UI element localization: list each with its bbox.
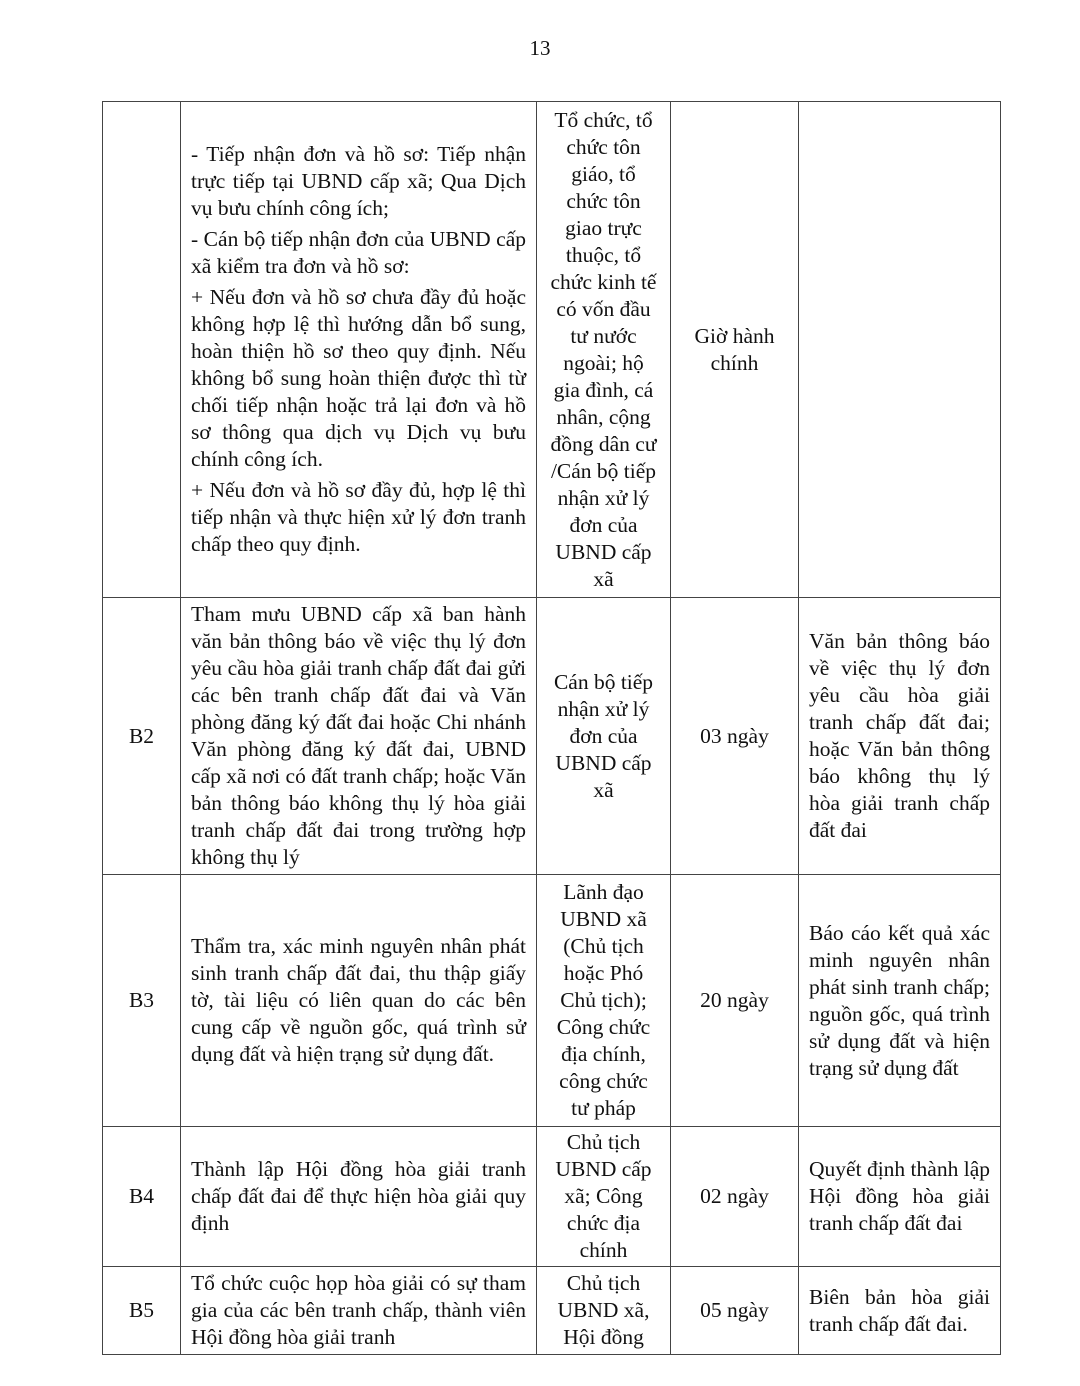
content-paragraph: + Nếu đơn và hồ sơ đầy đủ, hợp lệ thì tiếp nhận và thực hiện xử lý đơn tranh chấp theo quy định.	[191, 478, 526, 556]
result-cell	[799, 102, 1001, 598]
content-paragraph: Thẩm tra, xác minh nguyên nhân phát sinh tranh chấp đất đai, thu thập giấy tờ, tài liệu có liên quan do các bên cung cấp về nguồn gốc, quá trình sử dụng đất và hiện trạng sử dụng đất.	[191, 934, 526, 1066]
actor-cell: Lãnh đạo UBND xã (Chủ tịch hoặc Phó Chủ tịch); Công chức địa chính, công chức tư pháp	[537, 875, 671, 1127]
result-cell: Báo cáo kết quả xác minh nguyên nhân phát sinh tranh chấp; nguồn gốc, quá trình sử dụng đất và hiện trạng sử dụng đất	[799, 875, 1001, 1127]
table-row	[103, 598, 1001, 875]
page-number: 13	[529, 36, 551, 60]
step-cell: B5	[103, 1267, 181, 1355]
time-cell: 05 ngày	[671, 1267, 799, 1355]
content-paragraph: Tham mưu UBND cấp xã ban hành văn bản thông báo về việc thụ lý đơn yêu cầu hòa giải tranh chấp đất đai gửi các bên tranh chấp đất đai và Văn phòng đăng ký đất đai hoặc Chi nhánh Văn phòng đăng ký đất đai, UBND cấp xã nơi có đất tranh chấp; hoặc Văn bản thông báo không thụ lý hòa giải tranh chấp đất đai trong trường hợp không thụ lý	[191, 602, 526, 869]
content-cell	[181, 102, 537, 598]
content-paragraph: Thành lập Hội đồng hòa giải tranh chấp đất đai để thực hiện hòa giải quy định	[191, 1157, 526, 1235]
step-cell: B3	[103, 875, 181, 1127]
actor-cell: Tổ chức, tổ chức tôn giáo, tổ chức tôn giao trực thuộc, tổ chức kinh tế có vốn đầu tư nước ngoài; hộ gia đình, cá nhân, cộng đồng dân cư /Cán bộ tiếp nhận xử lý đơn của UBND cấp xã	[537, 102, 671, 598]
step-cell: B4	[103, 1127, 181, 1267]
content-cell	[181, 875, 537, 1127]
content-paragraph: Tổ chức cuộc họp hòa giải có sự tham gia của các bên tranh chấp, thành viên Hội đồng hòa giải tranh	[191, 1271, 526, 1349]
time-cell: 03 ngày	[671, 598, 799, 875]
result-cell: Văn bản thông báo về việc thụ lý đơn yêu cầu hòa giải tranh chấp đất đai; hoặc Văn bản thông báo không thụ lý hòa giải tranh chấp đất đai	[799, 598, 1001, 875]
actor-cell: Chủ tịch UBND xã, Hội đồng	[537, 1267, 671, 1355]
content-cell	[181, 1267, 537, 1355]
content-paragraph: + Nếu đơn và hồ sơ chưa đầy đủ hoặc không hợp lệ thì hướng dẫn bổ sung, hoàn thiện hồ sơ theo quy định. Nếu không bổ sung hoàn thiện được thì từ chối tiếp nhận hoặc trả lại đơn và hồ sơ thông qua dịch vụ Dịch vụ bưu chính công ích.	[191, 285, 526, 471]
step-cell: B2	[103, 598, 181, 875]
content-paragraph: - Cán bộ tiếp nhận đơn của UBND cấp xã kiểm tra đơn và hồ sơ:	[191, 227, 526, 278]
result-cell: Biên bản hòa giải tranh chấp đất đai.	[799, 1267, 1001, 1355]
actor-cell: Cán bộ tiếp nhận xử lý đơn của UBND cấp xã	[537, 598, 671, 875]
time-cell: 20 ngày	[671, 875, 799, 1127]
step-cell	[103, 102, 181, 598]
time-cell: 02 ngày	[671, 1127, 799, 1267]
content-paragraph: - Tiếp nhận đơn và hồ sơ: Tiếp nhận trực tiếp tại UBND cấp xã; Qua Dịch vụ bưu chính công ích;	[191, 142, 526, 220]
actor-cell: Chủ tịch UBND cấp xã; Công chức địa chính	[537, 1127, 671, 1267]
time-cell: Giờ hành chính	[671, 102, 799, 598]
result-cell: Quyết định thành lập Hội đồng hòa giải tranh chấp đất đai	[799, 1127, 1001, 1267]
table-row	[103, 875, 1001, 1127]
table-row	[103, 102, 1001, 598]
table-row	[103, 1267, 1001, 1355]
procedure-table	[102, 101, 1001, 1355]
content-cell	[181, 1127, 537, 1267]
table-row	[103, 1127, 1001, 1267]
content-cell	[181, 598, 537, 875]
